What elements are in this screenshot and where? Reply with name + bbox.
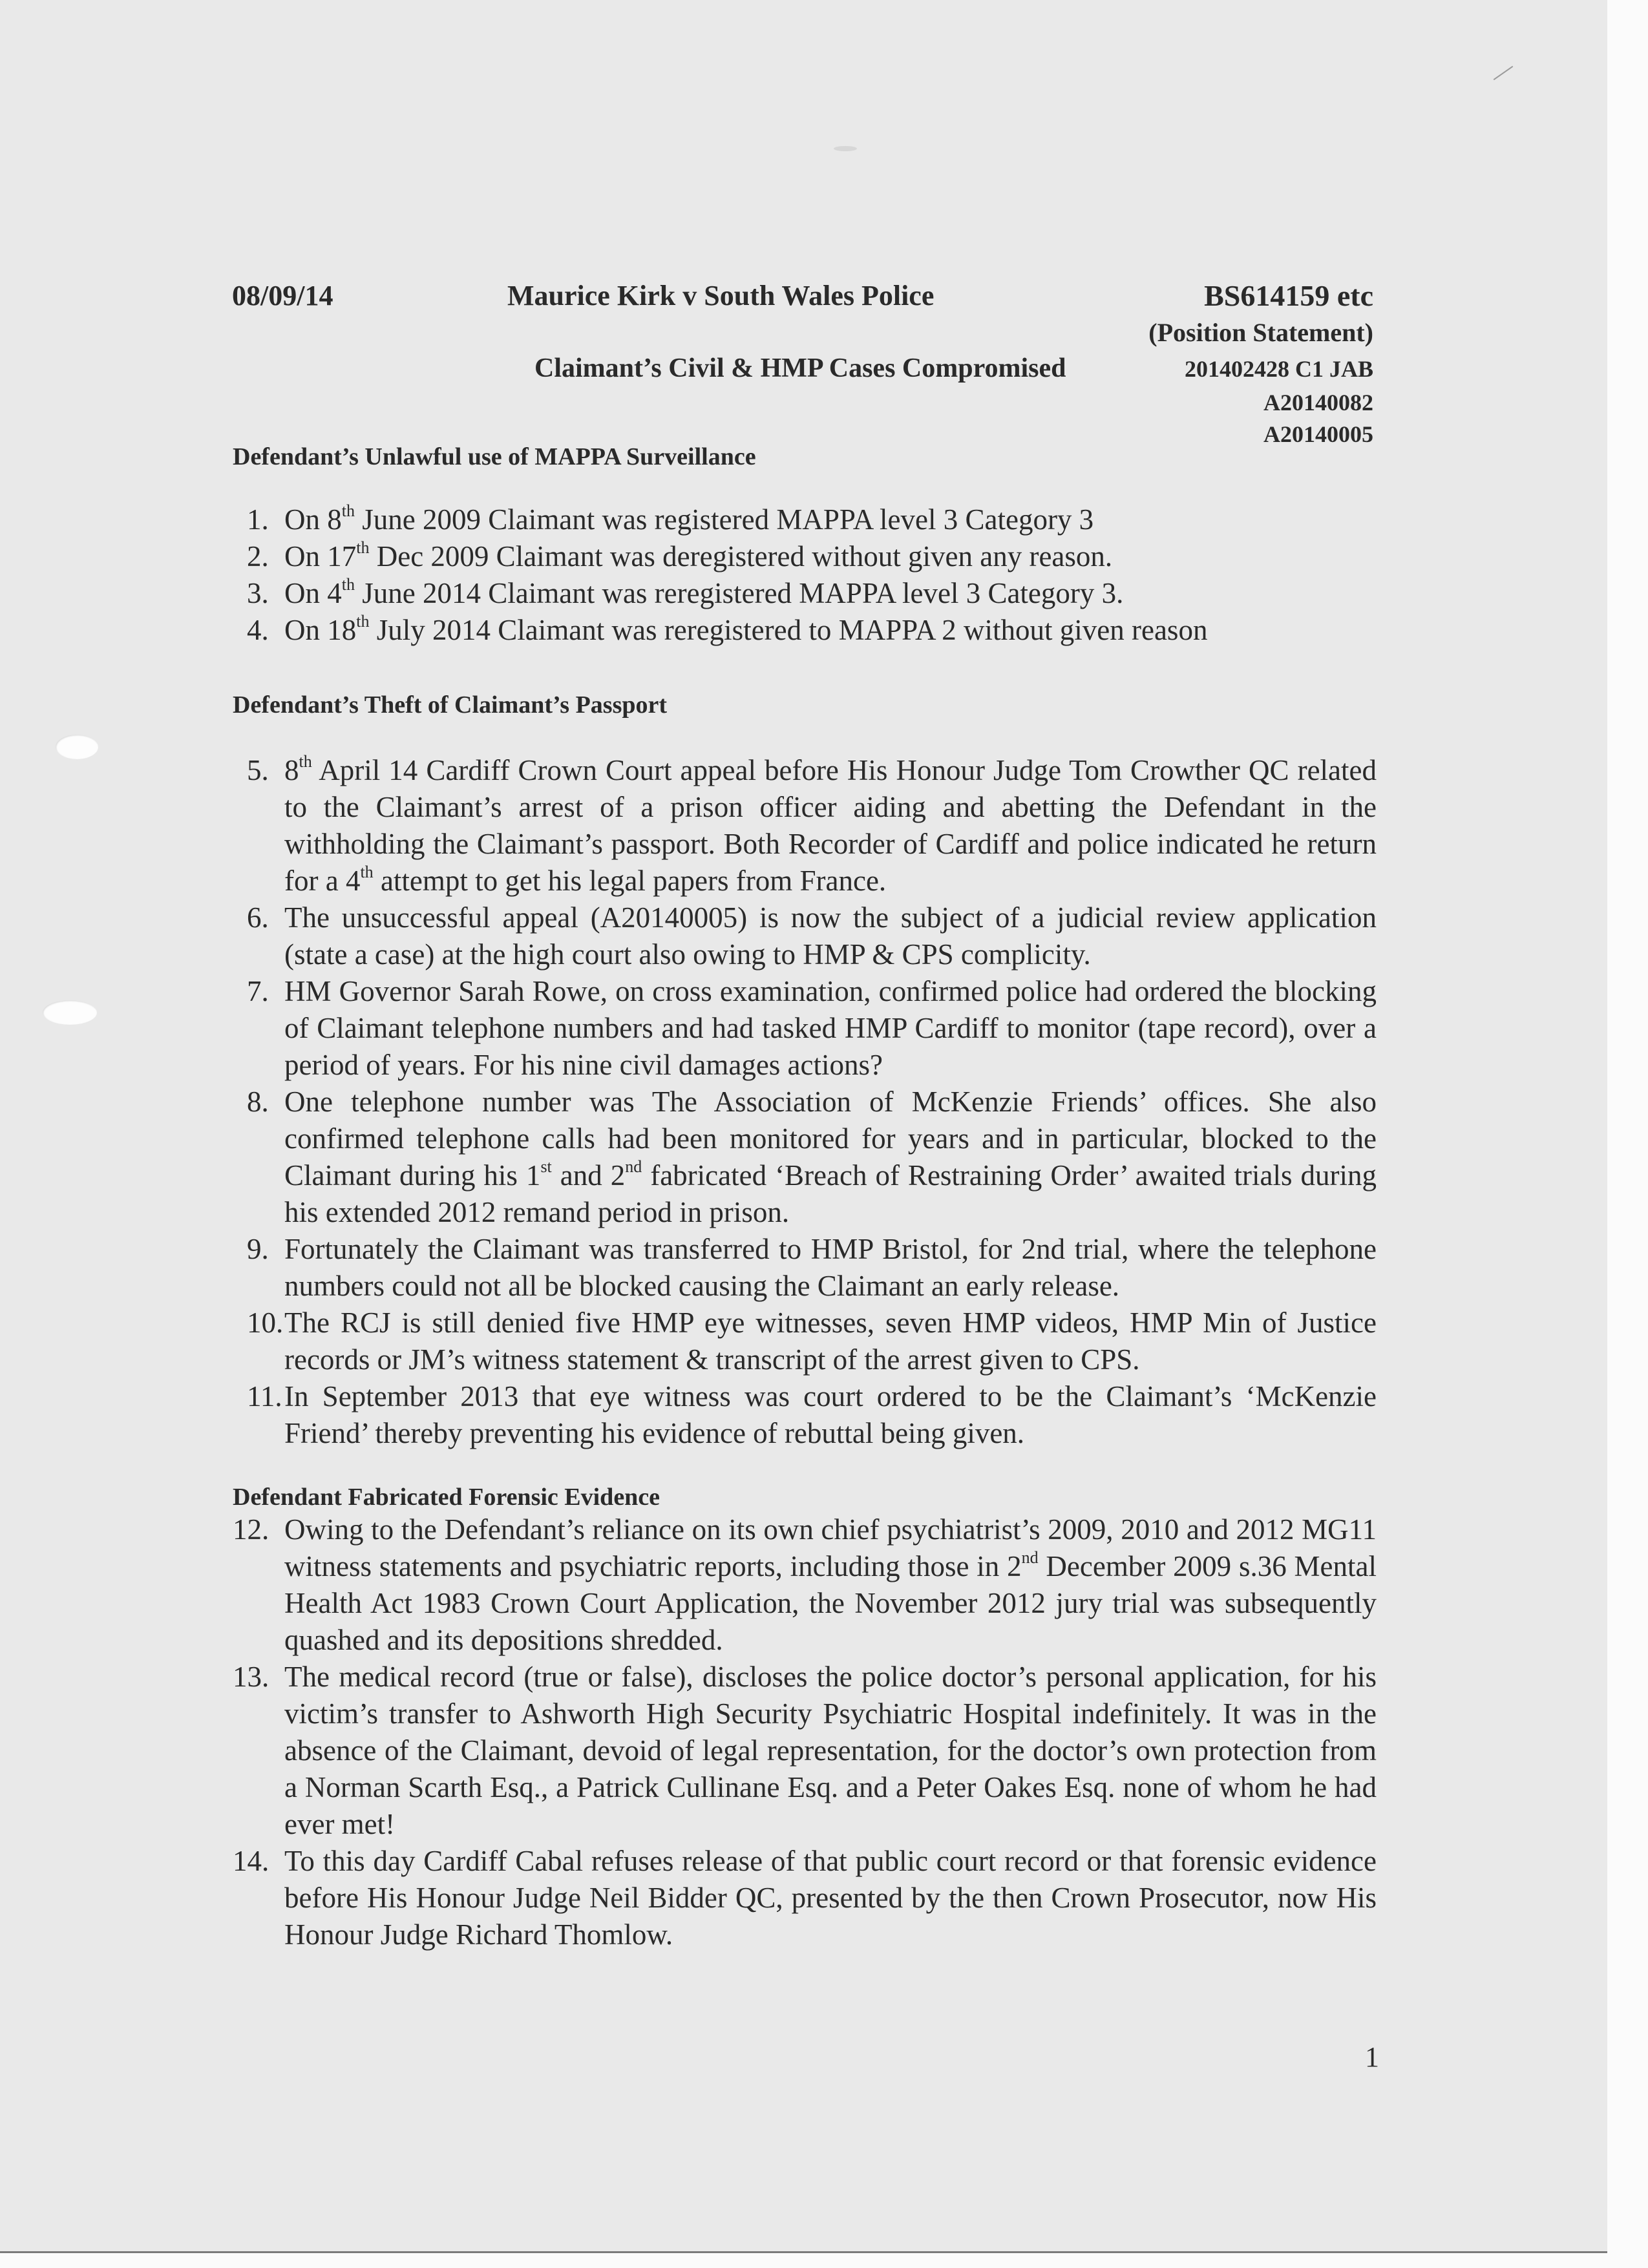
numbered-paragraph <box>233 973 1377 1084</box>
document-type: (Position Statement) <box>1148 318 1373 347</box>
paragraph-list-mappa <box>233 501 1377 649</box>
numbered-paragraph <box>233 612 1377 649</box>
ordinal-suffix: th <box>341 501 355 520</box>
paragraph-text: To this day Cardiff Cabal refuses release of that public court record or that forensic evidence before His Honour Judge Neil Bidder QC, presented by the then Crown Prosecutor, now His Honour Judge Richard Thomlow. <box>284 1845 1377 1951</box>
paragraph-number: 6. <box>247 901 269 934</box>
paragraph-number: 8. <box>247 1086 269 1118</box>
paragraph-text: April 14 Cardiff Crown Court appeal before His Honour Judge Tom Crowther QC related to the Claimant’s arrest of a prison officer aiding and abetting the Defendant in the withholding the Claimant’s passport. Both Recorder of Cardiff and police indicated he return for a 4 <box>284 754 1377 897</box>
paragraph-text: December 2009 s.36 Mental Health Act 1983 Crown Court Application, the November 2012 jury trial was subsequently quashed and its depositions shredded. <box>284 1550 1377 1656</box>
paragraph-text: HM Governor Sarah Rowe, on cross examination, confirmed police had ordered the blocking of Claimant telephone numbers and had tasked HMP Cardiff to monitor (tape record), over a period of years. For his nine civil damages actions? <box>284 975 1377 1081</box>
document-title: Maurice Kirk v South Wales Police <box>507 280 935 311</box>
ordinal-suffix: st <box>540 1157 552 1176</box>
paragraph-number: 4. <box>247 614 269 646</box>
paragraph-text: June 2014 Claimant was reregistered MAPPA level 3 Category 3. <box>354 577 1124 609</box>
paragraph-number: 2. <box>247 540 269 572</box>
paragraph-number: 1. <box>247 503 269 536</box>
case-reference: A20140082 <box>1263 390 1373 415</box>
paragraph-number: 10. <box>247 1307 284 1339</box>
numbered-paragraph <box>233 752 1377 899</box>
paragraph-text: On 18 <box>284 614 357 646</box>
case-number: BS614159 etc <box>1204 279 1373 312</box>
ordinal-suffix: th <box>341 575 355 594</box>
paragraph-text: One telephone number was The Association of McKenzie Friends’ offices. She also confirmed telephone calls had been monitored for years and in particular, blocked to the Claimant during his 1 <box>284 1086 1377 1192</box>
paragraph-text: and 2 <box>551 1159 626 1192</box>
paragraph-text: June 2009 Claimant was registered MAPPA level 3 Category 3 <box>354 503 1094 536</box>
paragraph-text: The unsuccessful appeal (A20140005) is now the subject of a judicial review application (state a case) at the high court also owing to HMP & CPS complicity. <box>284 901 1377 971</box>
numbered-paragraph <box>233 899 1377 973</box>
ordinal-suffix: th <box>356 612 370 631</box>
page-number: 1 <box>1365 2041 1379 2073</box>
numbered-paragraph <box>233 1511 1377 1659</box>
numbered-paragraph <box>233 1378 1377 1452</box>
paragraph-text: In September 2013 that eye witness was court ordered to be the Claimant’s ‘McKenzie Friend’ thereby preventing his evidence of rebuttal being given. <box>284 1380 1377 1449</box>
paragraph-number: 11. <box>247 1380 282 1412</box>
paragraph-text: Owing to the Defendant’s reliance on its own chief psychiatrist’s 2009, 2010 and 2012 MG11 witness statements and psychiatric reports, including those in 2 <box>284 1513 1377 1582</box>
paragraph-number: 9. <box>247 1233 269 1265</box>
ordinal-suffix: th <box>356 538 370 557</box>
paragraph-text: On 8 <box>284 503 342 536</box>
paragraph-number: 12. <box>233 1513 269 1546</box>
document-subtitle: Claimant’s Civil & HMP Cases Compromised <box>534 353 1066 383</box>
paragraph-text: attempt to get his legal papers from France. <box>373 865 887 897</box>
ordinal-suffix: th <box>299 752 312 771</box>
numbered-paragraph <box>233 575 1377 612</box>
ordinal-suffix: nd <box>1021 1548 1039 1567</box>
section-heading-forensic: Defendant Fabricated Forensic Evidence <box>233 1484 660 1511</box>
ordinal-suffix: th <box>360 863 374 881</box>
section-heading-passport: Defendant’s Theft of Claimant’s Passport <box>233 691 668 719</box>
paragraph-number: 7. <box>247 975 269 1007</box>
case-reference: A20140005 <box>1263 421 1373 447</box>
numbered-paragraph <box>233 501 1377 538</box>
paragraph-number: 14. <box>233 1845 269 1877</box>
document-date: 08/09/14 <box>232 280 333 311</box>
paragraph-text: The RCJ is still denied five HMP eye witnesses, seven HMP videos, HMP Min of Justice records or JM’s witness statement & transcript of the arrest given to CPS. <box>284 1307 1377 1376</box>
paragraph-text: fabricated ‘Breach of Restraining Order’ awaited trials during his extended 2012 remand period in prison. <box>284 1159 1377 1228</box>
paragraph-number: 3. <box>247 577 269 609</box>
numbered-paragraph <box>233 1659 1377 1843</box>
paragraph-text: On 17 <box>284 540 357 572</box>
section-heading-mappa: Defendant’s Unlawful use of MAPPA Surveillance <box>233 443 756 470</box>
numbered-paragraph <box>233 1843 1377 1953</box>
paragraph-list-passport <box>233 752 1377 1452</box>
paragraph-text: The medical record (true or false), discloses the police doctor’s personal application, for his victim’s transfer to Ashworth High Security Psychiatric Hospital indefinitely. It was in the absence of the Claimant, devoid of legal representation, for the doctor’s own protection from a Norman Scarth Esq., a Patrick Cullinane Esq. and a Peter Oakes Esq. none of whom he had ever met! <box>284 1661 1377 1840</box>
paragraph-list-forensic <box>233 1511 1377 1953</box>
paragraph-text: July 2014 Claimant was reregistered to MAPPA 2 without given reason <box>369 614 1208 646</box>
numbered-paragraph <box>233 538 1377 575</box>
ordinal-suffix: nd <box>625 1157 642 1176</box>
numbered-paragraph <box>233 1084 1377 1231</box>
numbered-paragraph <box>233 1305 1377 1378</box>
paragraph-text: 8 <box>284 754 299 786</box>
paragraph-text: On 4 <box>284 577 342 609</box>
numbered-paragraph <box>233 1231 1377 1305</box>
paragraph-text: Dec 2009 Claimant was deregistered without given any reason. <box>369 540 1113 572</box>
case-reference: 201402428 C1 JAB <box>1184 356 1373 382</box>
paragraph-number: 5. <box>247 754 269 786</box>
paragraph-text: Fortunately the Claimant was transferred to HMP Bristol, for 2nd trial, where the telephone numbers could not all be blocked causing the Claimant an early release. <box>284 1233 1377 1302</box>
paragraph-number: 13. <box>233 1661 269 1693</box>
